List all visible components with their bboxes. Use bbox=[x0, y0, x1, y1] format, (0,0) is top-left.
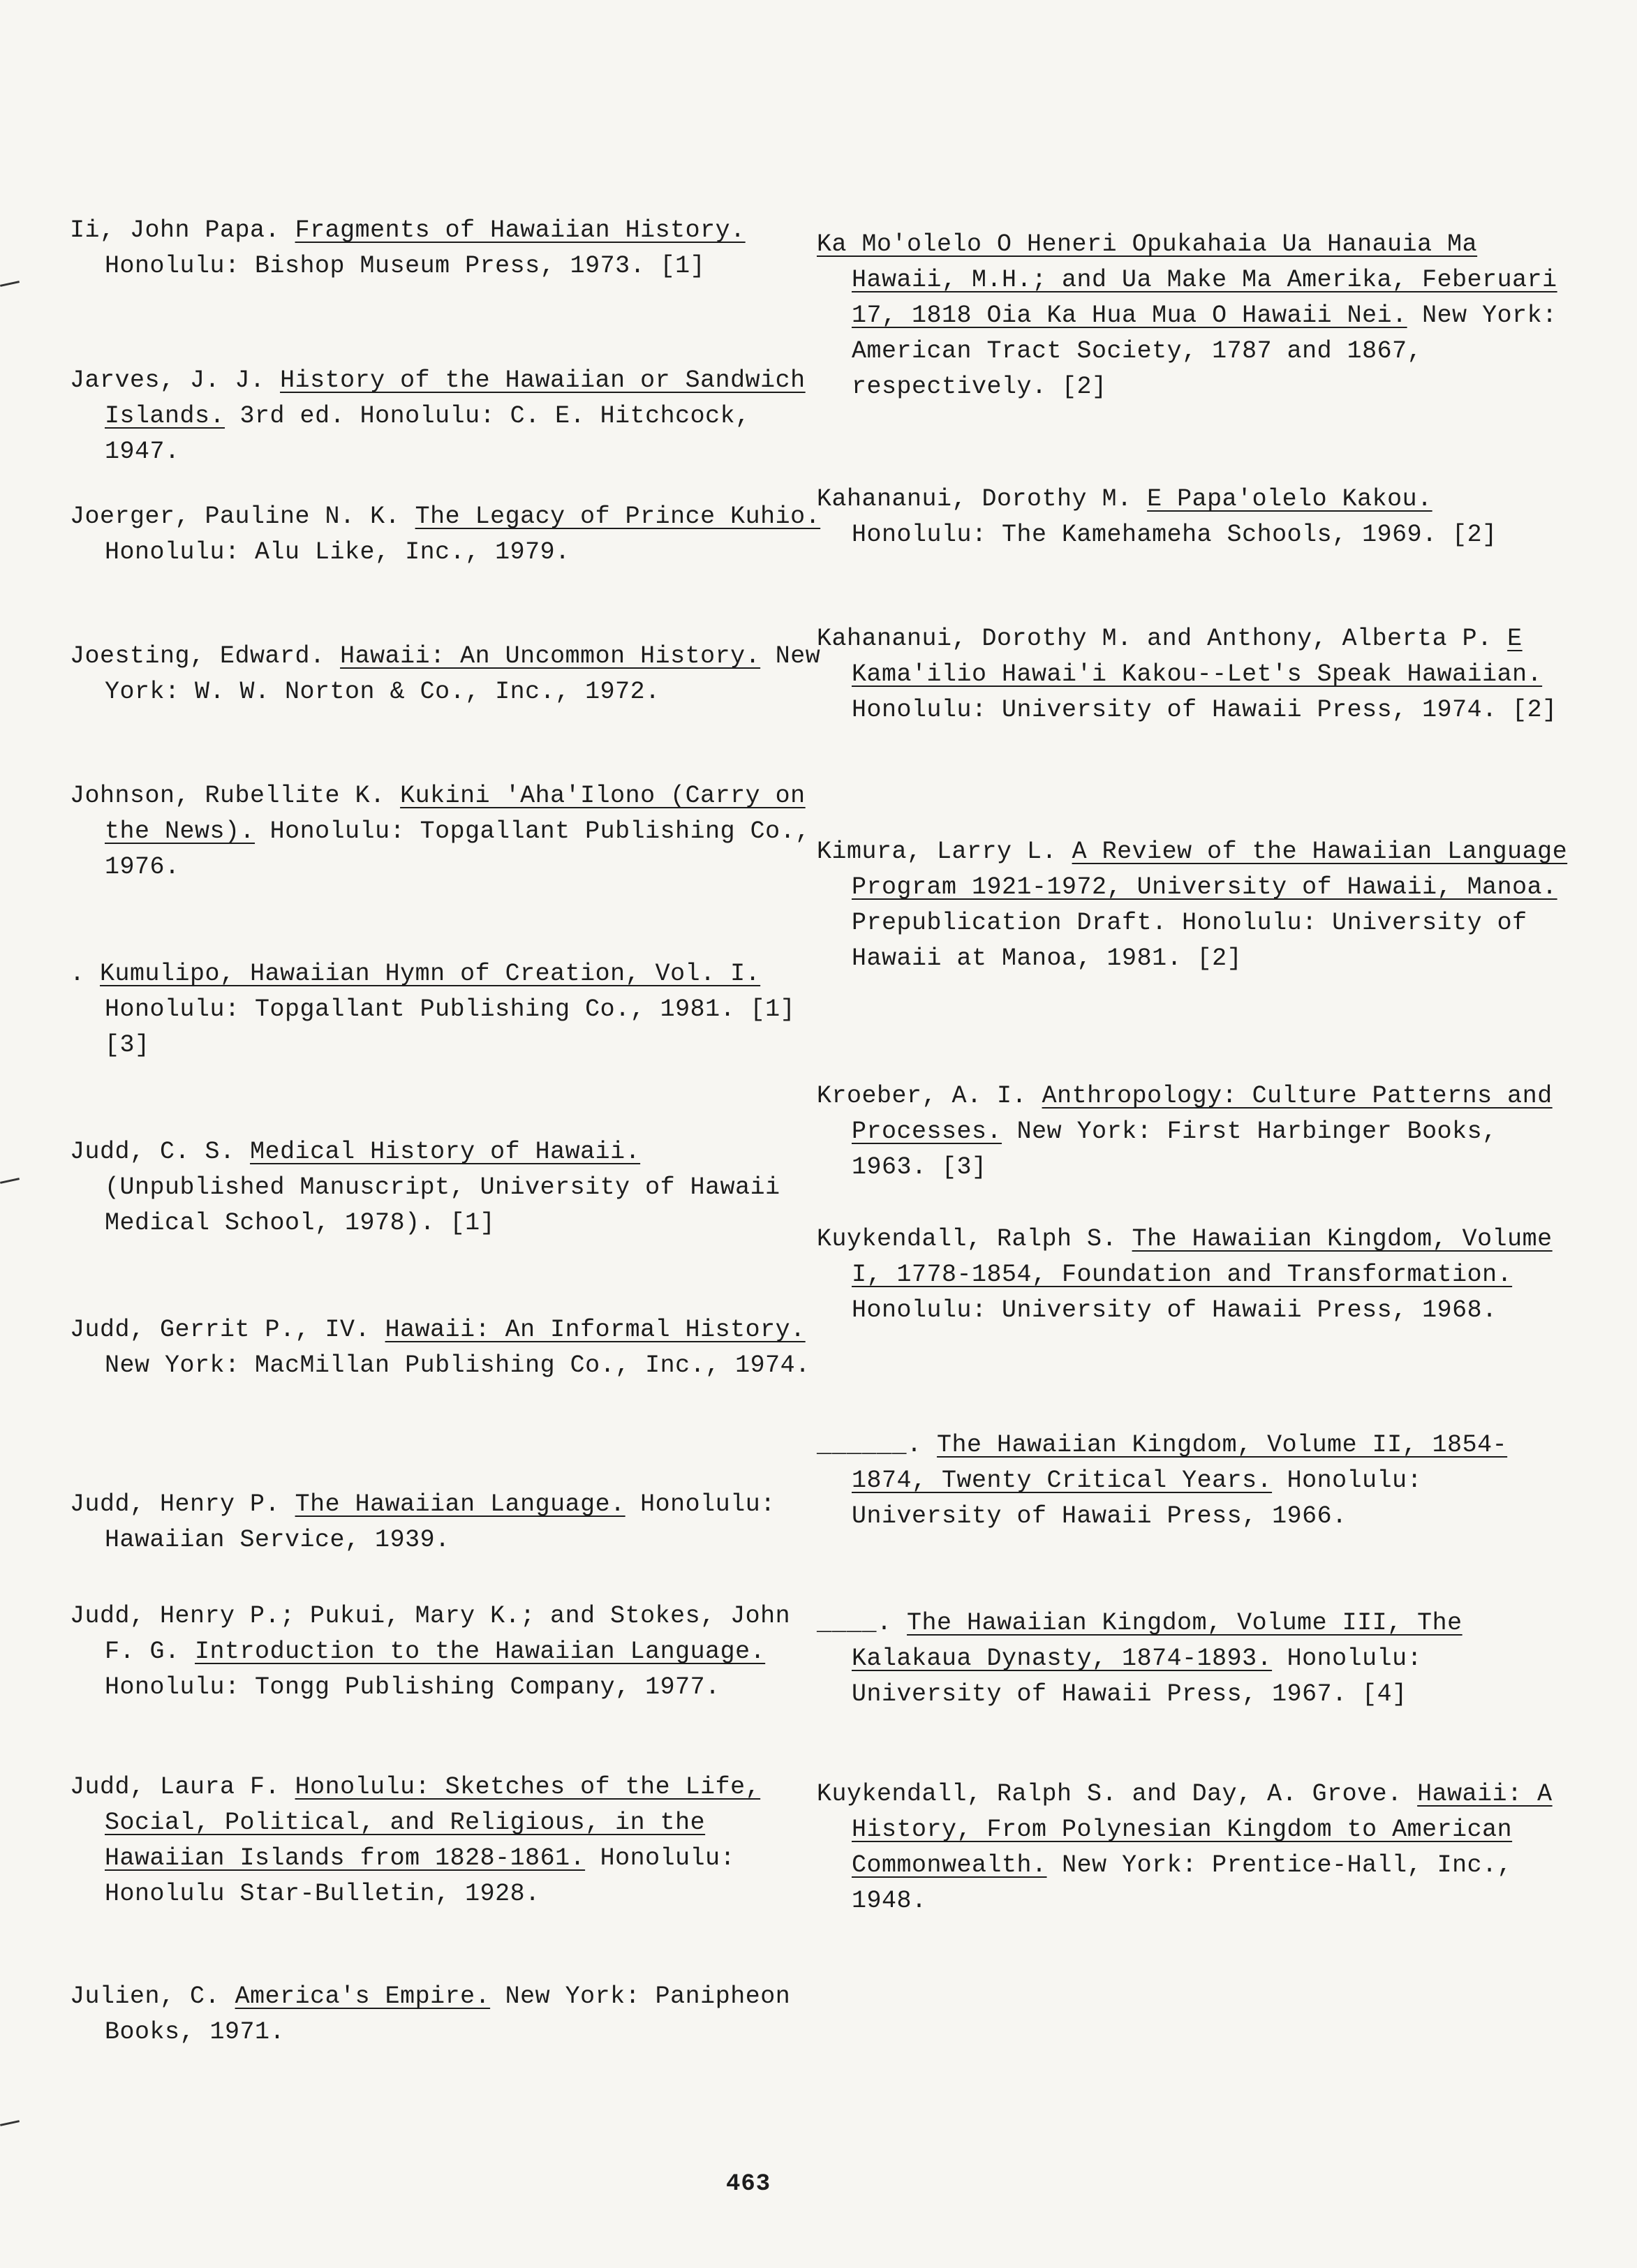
bibliography-entry: Johnson, Rubellite K. Kukini 'Aha'Ilono (Carry on the News). Honolulu: Topgallant Publishing Co., 1976. bbox=[70, 782, 810, 881]
bibliography-entry: Kahananui, Dorothy M. and Anthony, Alberta P. E Kama'ilio Hawai'i Kakou--Let's Speak Hawaiian. Honolulu: University of Hawaii Press, 1974. [2] bbox=[817, 625, 1557, 724]
scan-edge-mark bbox=[0, 281, 20, 287]
bibliography-entry: Kroeber, A. I. Anthropology: Culture Patterns and Processes. New York: First Harbinger Books, 1963. [3] bbox=[817, 1082, 1553, 1181]
scan-edge-mark bbox=[0, 1178, 20, 1184]
bibliography-entry: Judd, Laura F. Honolulu: Sketches of the Life, Social, Political, and Religious, in the Hawaiian Islands from 1828-1861. Honolulu: Honolulu Star-Bulletin, 1928. bbox=[70, 1773, 761, 1908]
bibliography-entry: Ka Mo'olelo O Heneri Opukahaia Ua Hanauia Ma Hawaii, M.H.; and Ua Make Ma Amerika, Feberuari 17, 1818 Oia Ka Hua Mua O Hawaii Nei. New York: American Tract Society, 1787 and 1867, respectively. [2] bbox=[817, 230, 1557, 401]
page-number: 463 bbox=[726, 2171, 771, 2197]
bibliography-entry: Judd, Henry P.; Pukui, Mary K.; and Stokes, John F. G. Introduction to the Hawaiian Language. Honolulu: Tongg Publishing Company, 1977. bbox=[70, 1602, 791, 1701]
bibliography-entry: Judd, C. S. Medical History of Hawaii. (Unpublished Manuscript, University of Hawaii Medical School, 1978). [1] bbox=[70, 1138, 780, 1237]
scan-edge-mark bbox=[0, 2120, 20, 2126]
bibliography-entry: Joesting, Edward. Hawaii: An Uncommon History. New York: W. W. Norton & Co., Inc., 1972. bbox=[70, 642, 821, 706]
bibliography-entry: Julien, C. America's Empire. New York: Panipheon Books, 1971. bbox=[70, 1982, 791, 2046]
bibliography-entry: Kuykendall, Ralph S. The Hawaiian Kingdom, Volume I, 1778-1854, Foundation and Transformation. Honolulu: University of Hawaii Press, 1968. bbox=[817, 1225, 1553, 1324]
bibliography-entry: Ii, John Papa. Fragments of Hawaiian History. Honolulu: Bishop Museum Press, 1973. [1] bbox=[70, 216, 746, 280]
bibliography-entry: Jarves, J. J. History of the Hawaiian or Sandwich Islands. 3rd ed. Honolulu: C. E. Hitchcock, 1947. bbox=[70, 366, 806, 466]
bibliography-entry: Judd, Gerrit P., IV. Hawaii: An Informal History. New York: MacMillan Publishing Co., Inc., 1974. bbox=[70, 1316, 810, 1379]
bibliography-entry: Kimura, Larry L. A Review of the Hawaiian Language Program 1921-1972, University of Hawaii, Manoa. Prepublication Draft. Honolulu: University of Hawaii at Manoa, 1981. [2] bbox=[817, 838, 1568, 972]
bibliography-entry: Judd, Henry P. The Hawaiian Language. Honolulu: Hawaiian Service, 1939. bbox=[70, 1490, 776, 1554]
bibliography-entry: Joerger, Pauline N. K. The Legacy of Prince Kuhio. Honolulu: Alu Like, Inc., 1979. bbox=[70, 503, 821, 566]
bibliography-entry: Kahananui, Dorothy M. E Papa'olelo Kakou. Honolulu: The Kamehameha Schools, 1969. [2] bbox=[817, 485, 1497, 549]
bibliography-entry: ______. The Hawaiian Kingdom, Volume II, 1854-1874, Twenty Critical Years. Honolulu: University of Hawaii Press, 1966. bbox=[817, 1431, 1508, 1530]
bibliography-entry: Kuykendall, Ralph S. and Day, A. Grove. Hawaii: A History, From Polynesian Kingdom to American Commonwealth. New York: Prentice-Hall, Inc., 1948. bbox=[817, 1780, 1553, 1915]
bibliography-entry: . Kumulipo, Hawaiian Hymn of Creation, Vol. I. Honolulu: Topgallant Publishing Co., 1981. [1] [3] bbox=[70, 960, 796, 1059]
bibliography-entry: ____. The Hawaiian Kingdom, Volume III, The Kalakaua Dynasty, 1874-1893. Honolulu: University of Hawaii Press, 1967. [4] bbox=[817, 1609, 1462, 1708]
